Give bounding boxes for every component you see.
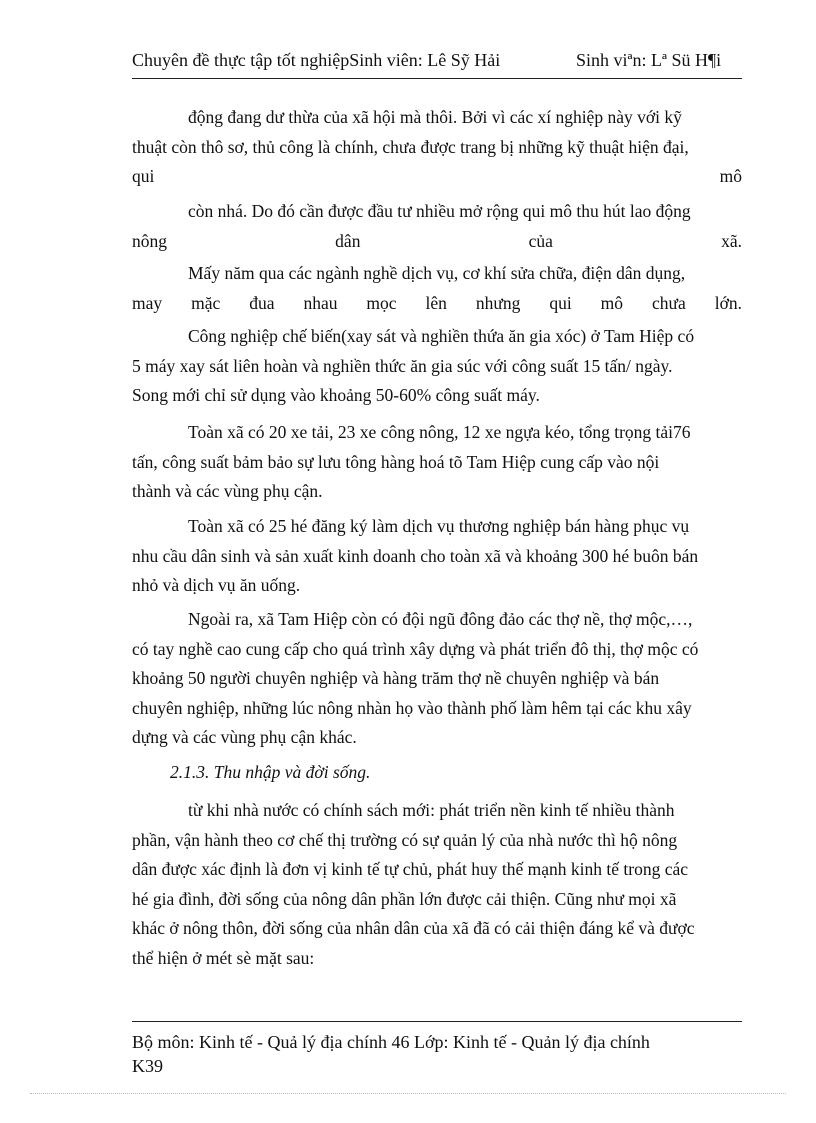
- text-line: chuyên nghiệp, những lúc nông nhàn họ vào thành phố làm hêm tại các khu xây: [132, 697, 692, 718]
- section-heading: 2.1.3. Thu nhập và đời sống.: [170, 762, 371, 782]
- word: xã.: [721, 230, 742, 251]
- text-line: 5 máy xay sát liên hoàn và nghiền thức ăn gia súc với công suất 15 tấn/ ngày.: [132, 355, 673, 376]
- text-line: phần, vận hành theo cơ chế thị trường có sự quản lý của nhà nước thì hộ nông: [132, 829, 678, 850]
- text-line: thuật còn thô sơ, thủ công là chính, chưa được trang bị những kỹ thuật hiện đại,: [132, 136, 689, 157]
- text-line: Toàn xã có 20 xe tải, 23 xe công nông, 12 xe ngựa kéo, tổng trọng tải76: [188, 422, 691, 442]
- page-bottom-dotted-line: [30, 1093, 786, 1094]
- word: mô: [600, 292, 624, 313]
- text-line: còn nhá. Do đó cần được đầu tư nhiều mở rộng qui mô thu hút lao động: [188, 201, 691, 221]
- paragraph-1: [132, 103, 742, 192]
- text-line: dựng và các vùng phụ cận khác.: [132, 727, 357, 747]
- text-line: khoảng 50 người chuyên nghiệp và hàng trăm thợ nề chuyên nghiệp và bán: [132, 668, 660, 688]
- paragraph-7: [132, 605, 742, 753]
- word: qui: [132, 166, 155, 186]
- text-line: Công nghiệp chế biến(xay sát và nghiền thứa ăn gia xóc) ở Tam Hiệp có: [188, 326, 695, 346]
- word: nhưng: [475, 292, 521, 313]
- word: mọc: [366, 292, 397, 313]
- word: mặc: [191, 292, 221, 313]
- text-line: nhỏ và dịch vụ ăn uống.: [132, 575, 301, 595]
- text-line: hé gia đình, đời sống của nông dân phần lớn được cải thiện. Cũng như mọi xã: [132, 888, 677, 909]
- paragraph-2: [132, 197, 742, 256]
- word: lên: [425, 292, 447, 313]
- header-divider: [132, 78, 742, 79]
- text-line: dân được xác định là đơn vị kinh tế tự chủ, phát huy thế mạnh kinh tế trong các: [132, 859, 689, 879]
- text-line: khác ở nông thôn, đời sống của nhân dân của xã đã có cải thiện đáng kể và được: [132, 918, 695, 938]
- text-line: động đang dư thừa của xã hội mà thôi. Bởi vì các xí nghiệp này với kỹ: [188, 107, 682, 127]
- justified-line: [132, 289, 742, 319]
- footer-divider: [132, 1021, 742, 1022]
- text-line: tấn, công suất bảm bảo sự lưu tông hàng hoá tõ Tam Hiệp cung cấp vào nội: [132, 451, 660, 472]
- text-line: Toàn xã có 25 hé đăng ký làm dịch vụ thương nghiệp bán hàng phục vụ: [188, 516, 690, 536]
- page-footer: [132, 1030, 742, 1078]
- paragraph-8: [132, 796, 742, 973]
- text-line: có tay nghề cao cung cấp cho quá trình xây dựng và phát triển đô thị, thợ mộc có: [132, 638, 699, 659]
- word: mô: [719, 166, 742, 186]
- text-line: nhu cầu dân sinh và sản xuất kinh doanh cho toàn xã và khoảng 300 hé buôn bán: [132, 545, 699, 566]
- word: may: [132, 292, 163, 313]
- word: nhau: [303, 292, 338, 313]
- paragraph-5: [132, 418, 742, 507]
- footer-line-1: Bộ môn: Kinh tế - Quả lý địa chính 46 Lớp: Kinh tế - Quản lý địa chính: [132, 1032, 650, 1052]
- header-left: Chuyên đề thực tập tốt nghiệpSinh viên: Lê Sỹ Hải: [132, 50, 501, 70]
- word: của: [528, 230, 553, 251]
- text-line: Ngoài ra, xã Tam Hiệp còn có đội ngũ đông đảo các thợ nề, thợ mộc,…,: [188, 609, 693, 629]
- paragraph-4: [132, 322, 742, 411]
- word: lớn.: [714, 292, 742, 313]
- text-line: Mấy năm qua các ngành nghề dịch vụ, cơ khí sửa chữa, điện dân dụng,: [188, 263, 686, 283]
- word: qui: [549, 292, 572, 313]
- text-line: thể hiện ở mét sè mặt sau:: [132, 947, 315, 968]
- header-right: Sinh viªn: Lª Sü H¶i: [576, 50, 722, 70]
- footer-line-2: K39: [132, 1056, 163, 1076]
- word: đua: [249, 292, 275, 313]
- text-line: thành và các vùng phụ cận.: [132, 481, 323, 501]
- text-line: Song mới chỉ sử dụng vào khoảng 50-60% công suất máy.: [132, 385, 540, 405]
- word: chưa: [651, 292, 686, 313]
- justified-line: [132, 162, 742, 192]
- word: dân: [335, 230, 361, 251]
- paragraph-6: [132, 512, 742, 601]
- text-line: từ khi nhà nước có chính sách mới: phát triển nền kinh tế nhiều thành: [188, 800, 675, 820]
- justified-line: [132, 227, 742, 257]
- word: nông: [132, 230, 167, 251]
- paragraph-3: [132, 259, 742, 318]
